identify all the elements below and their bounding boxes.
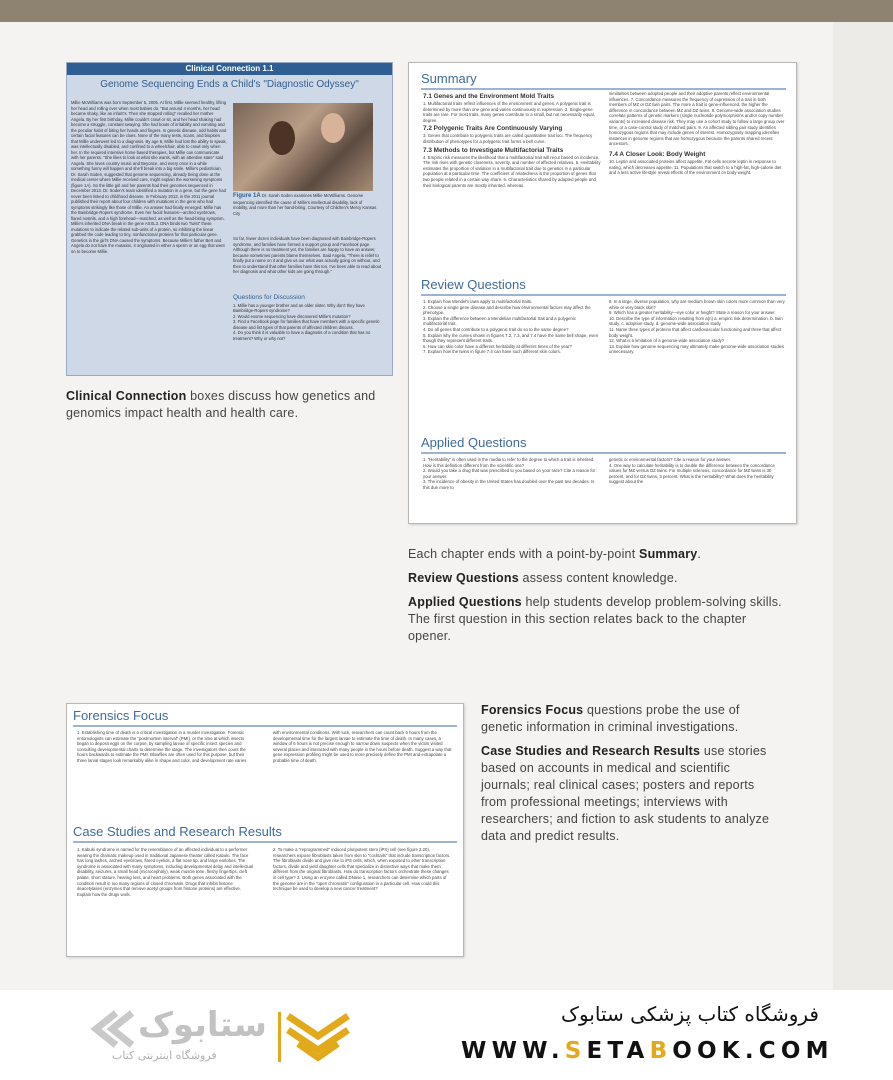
case-studies-heading: Case Studies and Research Results (73, 824, 282, 839)
review-question: 12. What is a limitation of a genome-wide association study? (609, 338, 725, 344)
heading-rule (73, 841, 457, 843)
summary-left-column (423, 91, 601, 188)
review-note (408, 570, 788, 587)
review-question: 2. Choose a single gene disease and describe how environmental factors may affect the phenotype. (423, 304, 591, 316)
summary-subhead: 7.1 Genes and the Environment Mold Traits (423, 93, 555, 100)
store-footer (0, 990, 893, 1080)
note-text: questions probe the use of genetic information in criminal investigations. (481, 703, 740, 734)
store-url[interactable] (461, 1038, 834, 1064)
clinical-connection-panel (66, 62, 393, 376)
case-left: 1. Kabuki syndrome is named for the resemblance of an affected individual to a performer wearing the dramatic makeup used in traditional Japanese theater called Kabuki. The face has long lashes, arched eyebrows, flared eyelids, a flat nose tip, and large earlobes. The syndrome is associated with many symptoms, including developmental delay and intellectual disability, seizures, a small head (microcephaly), weak muscle tone, fleshy fingertips, cleft palate, short stature, hearing loss, and heart problems. Both genes associated with the condition result in too many regions of closed chromatin. Drugs that inhibit histone deacetylases (enzymes that remove acetyl groups from histone proteins) are effective. Explain how the drugs work. (77, 847, 254, 897)
clinical-connection-header: Clinical Connection 1.1 (67, 63, 392, 75)
review-question: 4. Do all genes that contribute to a polygenic trait do so to the same degree? (423, 326, 569, 332)
summary-subhead: 7.4 A Closer Look: Body Weight (609, 150, 706, 158)
note-bold: Applied Questions (408, 595, 522, 609)
url-part: OOK.COM (672, 1038, 834, 1064)
clinical-connection-note (66, 388, 396, 422)
figure-caption-text: Dr. Sarah Soden examines Millie McWilliams. Genome sequencing identified the cause of Millie's intellectual disability, lack of mobility, and more than her hand-biting. Courtesy of Children's Mercy Kansas City (233, 193, 377, 216)
gold-chevron-icon (278, 1012, 352, 1062)
note-bold: Summary (639, 547, 698, 561)
figure-caption (233, 193, 378, 216)
doctor-patient-photo (233, 103, 373, 191)
store-title-fa: فروشگاه کتاب پزشکی ستابوک (561, 1002, 819, 1026)
note-text: Each chapter ends with a point-by-point (408, 547, 640, 561)
url-accent: B (649, 1038, 673, 1064)
summary-text: 10. Leptin and associated proteins affect appetite. Fat cells secrete leptin in response to eating, which decreases appetite. 11. Populations that switch to a high-fat, high-calorie diet and a less active lifestyle reveal effects of the environment on body weight. (609, 158, 782, 176)
summary-text: similarities between adopted people and their adoptive parents reflect environmental influences. 7. Concordance measures the frequency of expression of a trait in both members of MZ or DZ twin pairs. The more a trait is gene-influenced, the higher the difference in concordance between MZ and DZ twins. 8. Genome-wide association studies correlate patterns of genetic markers (single nucleotide polymorphisms and/or copy number variants) to increased disease risk. They may use a cohort study to follow a large group over time, or a case-control study of matched pairs. 9. An affected sibling pair study identifies homozygous regions that may include genes of interest. Homozygosity mapping identifies instances in genome regions that are homozygous because the parents shared recent ancestors. (609, 91, 785, 147)
clinical-connection-body: Millie McWilliams was born September 5, 2005. At first, Millie seemed healthy, lifting her head and rolling over when most babies do. "But around 4 months, her head became shaky, like an infant's. Then she stopped rolling" recalled her mother Angela. By her first birthday, Millie couldn't crawl or sit, and her head shaking had become a struggle, constant swaying. She had bouts of irritability and vomiting and the peculiar habit of biting her hands and fingers. In genetic disease, odd habits and certain facial features can be clues. None of the many tests, scans, and biopsies that Millie underwent led to a diagnosis. By age 6, Millie had lost the ability to speak, was intellectually disabled, and confined to a wheelchair, able to crawl only when her. In the required intensive home based therapies, but Millie can communicate with her parents. "She likes to look at what she wants, with an attentive stare" said Angela. She loves country music and Beyonce, and every once in a while something funny will happen and she'll break into a big smile. Millie's pediatrician, Dr. Sarah Soden, suggested that genome sequencing, already being done at the medical center where Millie received care, might explain the worsening symptoms (figure 1A). So the little girl and her parents had their genomes sequenced in December 2013. Dr. Soden's team identified a mutation in a gene, but the gene had never been linked to childhood disease. In February 2013, in the 2011 journal published their report about four children with mutations in the gene who had symptoms strikingly like those of Millie. An answer had finally emerged: Millie has the Bainbridge-Ropers syndrome. Even her facial features—arched eyebrows, flared nostrils, and a high forehead—matched, as well as the head-biting symptom. Millie's inherited DNA break in the gene ASXL3. DNA binds two "twist" these mutations to indicate the related sub-units of a protein, so inhibiting the linear grabbed the code leading to tiny, nonfunctional proteins for that particular gene. Genetics in the girl's DNA caused the symptoms. Because Millie's father Bert and Angela do not have the mutation, it originated in either a sperm or an egg that went on to become Millie. (71, 100, 227, 254)
url-part: WWW. (461, 1038, 565, 1064)
forensics-left: 1. Establishing time of death is a critical investigation in a murder investigation. Forensic entomologists can estimate the "postmortem interval" (PMI), or the time at which insects began to deposit eggs on the corpse, by sampling larvae of specific insect species and consulting developmental charts to determine the stage. The investigators then count the hours backwards to estimate the PMI. Blowflies are often used for this purpose, but their three larval stages look remarkably alike in shape and color, and development rate varies (77, 730, 247, 763)
doctor-figure (321, 113, 345, 143)
heading-rule (421, 294, 786, 296)
review-question: 11. Name three types of proteins that affect cardiovascular functioning and three that affect body weight. (609, 326, 782, 338)
clinical-connection-title: Genome Sequencing Ends a Child's "Diagnostic Odyssey" (100, 79, 359, 90)
review-question: 6. How can skin color have a different heritability at different times of the year? (423, 343, 572, 349)
summary-text: 3. Genes that contribute to polygenic traits are called quantitative trait loci. The frequency distribution of phenotypes for a polygenic trait forms a bell curve. (423, 133, 593, 144)
figure-label: Figure 1A (233, 193, 261, 199)
review-question: 5. Explain why the curves shown in figures 7.2, 7.3, and 7.4 have the same bell shape, even though they represent different traits. (423, 332, 599, 344)
summary-heading: Summary (421, 71, 477, 86)
logo-fa-text: ستابوک (138, 1005, 267, 1045)
note-text: assess content knowledge. (518, 571, 678, 585)
question-item: 3. Find a Facebook page for families that have members with a specific genetic disease and list types of that parents of affected children discuss. (233, 319, 380, 330)
summary-text: 1. Multifactorial traits reflect influences of the environment and genes. A polygenic trait is determined by more than one gene and varies continuously in expression. 2. Single-gene traits are rare. For most traits, many genes contribute to a small, but not necessarily equal, degree. (423, 101, 595, 123)
review-left-column (423, 299, 601, 355)
discussion-questions-title: Questions for Discussion (233, 294, 305, 301)
forensics-page-sample (66, 703, 464, 957)
note-text: help students develop problem-solving skills. The first question in this section relates back to the chapter opener. (408, 595, 782, 643)
review-question: 3. Explain the difference between a Mendelian multifactorial trait and a polygenic multifactorial trait. (423, 315, 577, 327)
case-note (481, 743, 781, 845)
summary-right-column (609, 91, 785, 176)
clinical-connection-body-2: So far, fewer dozen individuals have been diagnosed with Bainbridge-Ropers syndrome, and families have formed a support group and Facebook page. Although there is no treatment yet, the families are happy to have an answer, because sometimes parents blame themselves. Said Angela, "There is relief to finally put a name on it and give us our what was actually going on without, and then to understand that other families have this too. I've been able to read about her diagnosis and what other kids are going through." (233, 236, 382, 274)
note-bold: Case Studies and Research Results (481, 744, 701, 758)
applied-question: 1. "Heritability" is often used in the media to refer to the degree to which a trait is inherited. How is this definition different from the scientific one? (423, 457, 595, 468)
patient-figure (269, 121, 295, 155)
applied-question: genetic or environmental factors? Cite a reason for your answer. (609, 457, 732, 462)
summary-text: 4. Empiric risk measures the likelihood that a multifactorial trait will recur based on incidence. The risk rises with genetic closeness, severity, and number of affected relatives. 5. Heritability estimates the proportion of variation in a multifactorial trait due to genetics in a particular population at a particular time. The coefficient of relatedness is the proportion of genes that two people related in a certain way share. 6. Characteristics shared by adopted people and their biological parents are mostly inherited, whereas (423, 154, 601, 188)
applied-right-column (609, 457, 785, 485)
applied-heading: Applied Questions (421, 435, 527, 450)
heading-rule (421, 452, 786, 454)
review-question: 8. In a large, diverse population, why are medium brown skin colors more common than very white or very black skin? (609, 299, 785, 310)
summary-subhead: 7.2 Polygenic Traits Are Continuously Varying (423, 125, 563, 133)
note-text: boxes discuss how genetics and genomics impact health and health care. (66, 389, 376, 420)
question-item: 2. Would exome sequencing have discovered Millie's mutation? (233, 313, 351, 319)
case-right: 2. To make a "reprogrammed" induced pluripotent stem (iPS) cell (see figure 2.20), researchers expose fibroblasts taken from skin to "cocktails" that include transcription factors. The fibroblasts divide and give rise to iPS cells, which, when exposed to other transcription factors, divide and yield daughter cells that specialize in distinctive ways that make them different from the original fibroblasts. How do transcription factors orchestrate these changes in cell type? 3. Using an enzyme called DNase 1, researchers can determine which parts of the genome are in the "open chromatin" configuration in a particular cell. How could this technique be used to develop a new cancer treatment? (273, 847, 451, 892)
summary-notes (408, 546, 788, 645)
heading-rule (73, 725, 457, 727)
top-banner (0, 0, 893, 22)
review-question: 9. Which has a greater heritability—eye color or height? State a reason for your answer. (609, 310, 776, 316)
note-bold: Review Questions (408, 571, 519, 585)
page-edge (833, 22, 893, 990)
applied-question: 4. One way to calculate heritability is to double the difference between the concordance values for MZ versus DZ twins. For multiple sclerosis, concordance for MZ twins is 30 percent, and for DZ twins, 3 percent. What is the heritability? What does the heritability suggest about the (609, 462, 775, 485)
setabook-logo (88, 1005, 267, 1065)
applied-question: 2. Would you take a drug that was prescribed to you based on your race? Cite a reason for your answer. (423, 468, 596, 479)
review-question: 1. Explain how Mendel's laws apply to multifactorial traits. (423, 299, 533, 304)
applied-question: 3. The incidence of obesity in the United States has doubled over the past two decades. Is this due more to (423, 479, 595, 490)
note-bold: Forensics Focus (481, 703, 584, 717)
summary-note (408, 546, 788, 563)
forensics-heading: Forensics Focus (73, 708, 169, 723)
review-question: 10. Describe the type of information resulting from a(n) a. empiric risk determination. b. twin study. c. adoption study. d. genome-wide association study. (609, 315, 783, 327)
review-right-column (609, 299, 785, 355)
review-heading: Review Questions (421, 277, 526, 292)
forensics-right: with environmental conditions. With luck, researchers can count back 6 hours from the developmental time for the largest larvae to estimate the time of death. In many cases, a window of 6 hours is not precise enough to narrow down suspects when the victim visited several places and interacted with many people in the hours before death. Suggest a way that gene expression profiling might be used to more precisely define the PMI and extrapolate a probable time of death. (273, 730, 452, 763)
url-part: ETA (586, 1038, 650, 1064)
heading-rule (421, 88, 786, 90)
discussion-questions (233, 295, 383, 341)
review-question: 13. Explain how genome sequencing may ultimately make genome-wide association studies unnecessary. (609, 343, 785, 355)
review-question: 7. Explain how the twins in figure 7.4 can have such different skin colors. (423, 349, 561, 355)
applied-left-column (423, 457, 601, 491)
note-text: use stories based on accounts in medical and scientific journals; real clinical cases; posters and reports from professional meetings; interviews with researchers; and fiction to ask students to analyze data and predict results. (481, 744, 770, 843)
note-bold: Clinical Connection (66, 389, 187, 403)
summary-subhead: 7.3 Methods to Investigate Multifactorial Traits (423, 146, 564, 154)
forensics-notes (481, 702, 781, 845)
summary-page-sample (408, 62, 797, 524)
forensics-note (481, 702, 781, 736)
logo-subtitle: فروشگاه اینترنتی کتاب (112, 1049, 217, 1062)
applied-note (408, 594, 788, 645)
url-accent: S (564, 1038, 587, 1064)
note-text: . (697, 547, 702, 561)
question-item: 1. Millie has a younger brother and an older sister. Why don't they have Bainbridge-Ropers syndrome? (233, 302, 365, 313)
question-item: 4. Do you think it is valuable to have a diagnosis of a condition that has no treatment? Why or why not? (233, 330, 371, 341)
